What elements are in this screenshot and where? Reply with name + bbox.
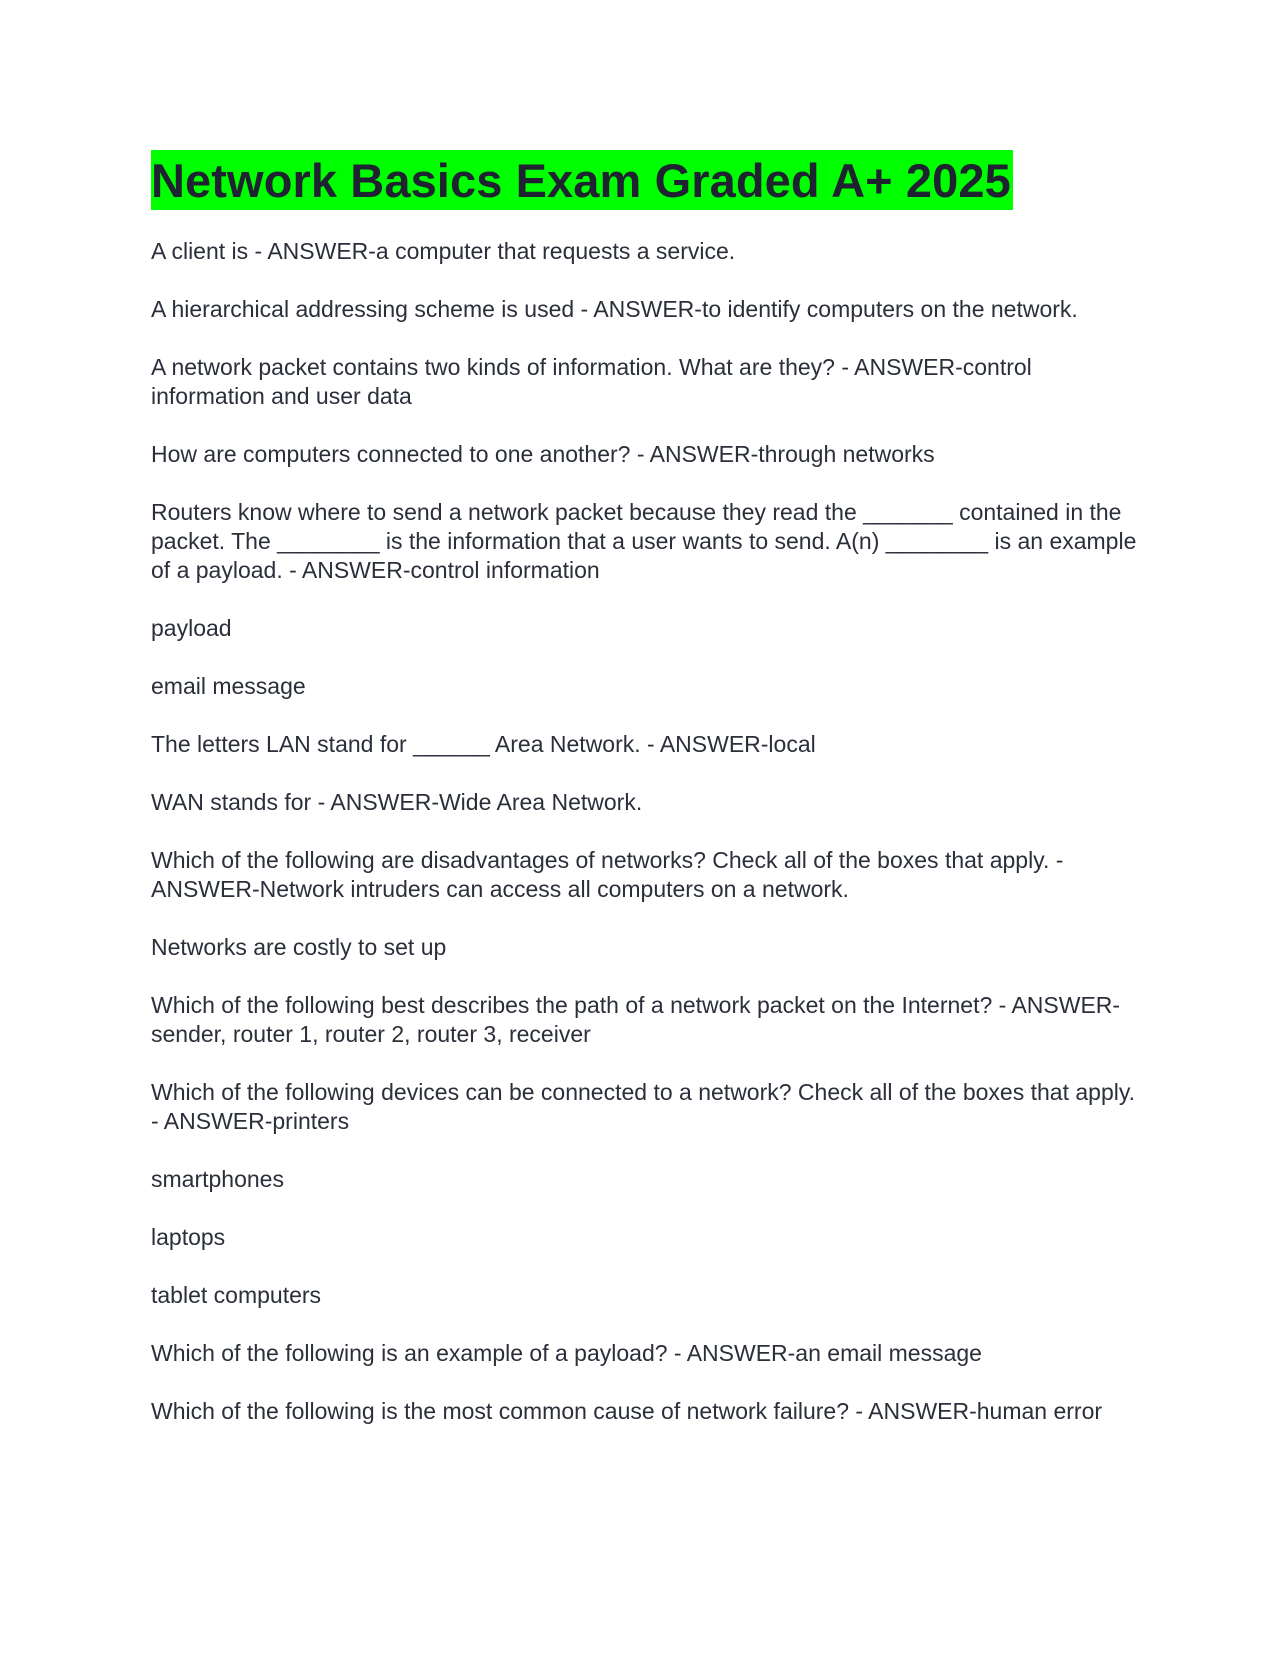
answer-continuation: payload (151, 615, 232, 641)
qa-paragraph: A client is - ANSWER-a computer that requests a service. (151, 238, 736, 264)
qa-paragraph: A hierarchical addressing scheme is used - ANSWER-to identify computers on the network. (151, 296, 1078, 322)
answer-continuation: tablet computers (151, 1282, 322, 1308)
qa-paragraph: Routers know where to send a network packet because they read the _______ contained in the packet. The ________ is the information that a user wants to send. A(n) ________ is an example of a payload. - ANSWER-control information (151, 499, 1137, 583)
document-page (151, 150, 1141, 1455)
answer-continuation: smartphones (151, 1166, 284, 1192)
answer-continuation: email message (151, 673, 306, 699)
qa-paragraph: A network packet contains two kinds of information. What are they? - ANSWER-control information and user data (151, 354, 1032, 409)
answer-continuation: laptops (151, 1224, 226, 1250)
qa-paragraph: Which of the following are disadvantages of networks? Check all of the boxes that apply. - ANSWER-Network intruders can access all computers on a network. (151, 847, 1064, 902)
qa-paragraph: The letters LAN stand for ______ Area Network. - ANSWER-local (151, 731, 816, 757)
qa-paragraph: Which of the following is the most common cause of network failure? - ANSWER-human error (151, 1398, 1103, 1424)
qa-paragraph: Which of the following best describes the path of a network packet on the Internet? - ANSWER-sender, router 1, router 2, router 3, receiver (151, 992, 1121, 1047)
question-list (151, 237, 1141, 1426)
document-title: Network Basics Exam Graded A+ 2025 (151, 150, 1013, 210)
qa-paragraph: WAN stands for - ANSWER-Wide Area Network. (151, 789, 643, 815)
qa-paragraph: Which of the following devices can be connected to a network? Check all of the boxes that apply. - ANSWER-printers (151, 1079, 1136, 1134)
qa-paragraph: How are computers connected to one another? - ANSWER-through networks (151, 441, 935, 467)
qa-paragraph: Which of the following is an example of a payload? - ANSWER-an email message (151, 1340, 982, 1366)
answer-continuation: Networks are costly to set up (151, 934, 447, 960)
